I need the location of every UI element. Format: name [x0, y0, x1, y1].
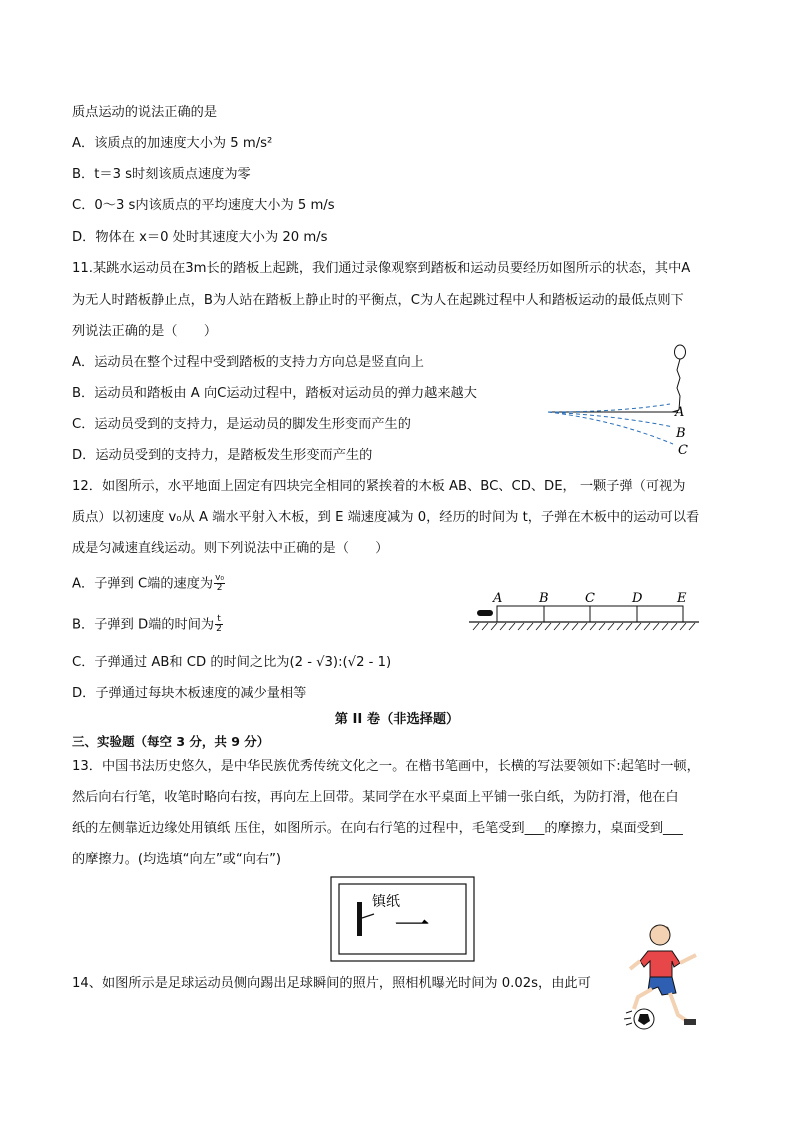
wood-boards-figure: [465, 588, 705, 636]
q10-option-c: C．0～3 s内该质点的平均速度大小为 5 m/s: [72, 198, 335, 213]
player-kicking-leg: [634, 989, 652, 1009]
board-label-c: C: [585, 591, 595, 606]
player-shirt: [640, 951, 680, 977]
fraction-v0-over-2: [214, 574, 225, 593]
board-line-up: [548, 404, 670, 412]
fraction-denominator: 2: [216, 624, 222, 634]
q11-stem-line3: 列说法正确的是（ ）: [72, 324, 218, 339]
q10-stem-tail: 质点运动的说法正确的是: [72, 105, 218, 120]
fraction-numerator: v₀: [215, 573, 225, 583]
q10-option-b: B．t＝3 s时刻该质点速度为零: [72, 167, 251, 182]
q13-stem-line3: 纸的左侧靠近边缘处用镇纸 压住，如图所示。在向右行笔的过程中，毛笔受到___的摩擦力，桌面受到___: [72, 821, 683, 836]
q11-option-b: B．运动员和踏板由 A 向C运动过程中，踏板对运动员的弹力越来越大: [72, 386, 477, 401]
player-left-arm: [630, 961, 640, 969]
board-line-c: [548, 412, 673, 444]
board-label-d: D: [632, 591, 643, 606]
q12-stem-line1: 12．如图所示，水平地面上固定有四块完全相同的紧挨着的木板 AB、BC、CD、DE， 一颗子弹（可视为: [72, 479, 686, 494]
bullet-icon: [477, 610, 493, 616]
player-shoe: [684, 1019, 696, 1025]
part2-title: 第 II 卷（非选择题）: [334, 712, 460, 727]
q11-option-d: D．运动员受到的支持力，是踏板发生形变而产生的: [72, 448, 373, 463]
fraction-numerator: t: [215, 615, 223, 625]
paperweight-figure: [330, 876, 475, 962]
q13-stem-line1: 13．中国书法历史悠久，是中华民族优秀传统文化之一。在楷书笔画中，长横的写法要领如下:起笔时一顿，: [72, 759, 700, 774]
ground-hatching: [473, 623, 695, 630]
q12-option-a-text: A．子弹到 C端的速度为: [72, 576, 214, 592]
board-label-a: A: [493, 591, 503, 606]
section3-title: 三、实验题（每空 3 分，共 9 分）: [72, 734, 270, 749]
q12-stem-line2: 质点）以初速度 v₀从 A 端水平射入木板，到 E 端速度减为 0，经历的时间为 t，子弹在木板中的运动可以看: [72, 510, 700, 525]
q10-option-a: A．该质点的加速度大小为 5 m/s²: [72, 136, 273, 151]
fraction-denominator: 2: [216, 583, 223, 593]
q11-stem-line2: 为无人时踏板静止点，B为人站在踏板上静止时的平衡点，C为人在起跳过程中人和踏板运动的最低点则下: [72, 293, 684, 308]
player-standing-leg: [670, 993, 690, 1023]
q13-stem-line4: 的摩擦力。(均选填“向左”或“向右”): [72, 852, 282, 867]
motion-lines: [624, 1011, 632, 1025]
player-shorts: [648, 977, 676, 995]
q11-option-a: A．运动员在整个过程中受到踏板的支持力方向总是竖直向上: [72, 355, 424, 370]
soccer-player-figure: [612, 915, 707, 1040]
q11-option-c: C．运动员受到的支持力，是运动员的脚发生形变而产生的: [72, 417, 411, 432]
board-line-b: [548, 412, 673, 427]
board-label-b: B: [539, 591, 549, 606]
diving-board-figure: [540, 340, 720, 462]
board-label-b: B: [676, 426, 686, 441]
fraction-t-over-2: [215, 615, 223, 634]
q10-option-d: D．物体在 x＝0 处时其速度大小为 20 m/s: [72, 230, 328, 245]
q11-stem-line1: 11.某跳水运动员在3m长的踏板上起跳，我们通过录像观察到踏板和运动员要经历如图所示的状态，其中A: [72, 261, 691, 276]
diver-head: [675, 345, 686, 359]
board-label-a: A: [675, 405, 685, 420]
player-right-arm: [680, 955, 696, 963]
q13-stem-line2: 然后向右行笔，收笔时略向右按，再向左上回带。某同学在水平桌面上平铺一张白纸，为防打滑，他在白: [72, 790, 679, 805]
pointer-line: [362, 914, 374, 918]
q14-stem-line1: 14、如图所示是足球运动员侧向踢出足球瞬间的照片，照相机曝光时间为 0.02s，由此可: [72, 976, 591, 991]
board-label-e: E: [677, 591, 687, 606]
q12-option-a: [72, 574, 225, 594]
brush-stroke-char: 一: [394, 906, 431, 947]
paperweight-bar: [357, 902, 362, 936]
diver-body: [677, 359, 680, 410]
q12-stem-line3: 成是匀减速直线运动。则下列说法中正确的是（ ）: [72, 541, 389, 556]
paperweight-label: 镇纸: [372, 894, 400, 910]
board-label-c: C: [678, 443, 688, 458]
q12-option-c: C．子弹通过 AB和 CD 的时间之比为(2 - √3):(√2 - 1): [72, 655, 392, 670]
q12-option-b-text: B．子弹到 D端的时间为: [72, 617, 215, 633]
q12-option-d: D．子弹通过每块木板速度的减少量相等: [72, 686, 307, 701]
q12-option-b: [72, 615, 223, 635]
